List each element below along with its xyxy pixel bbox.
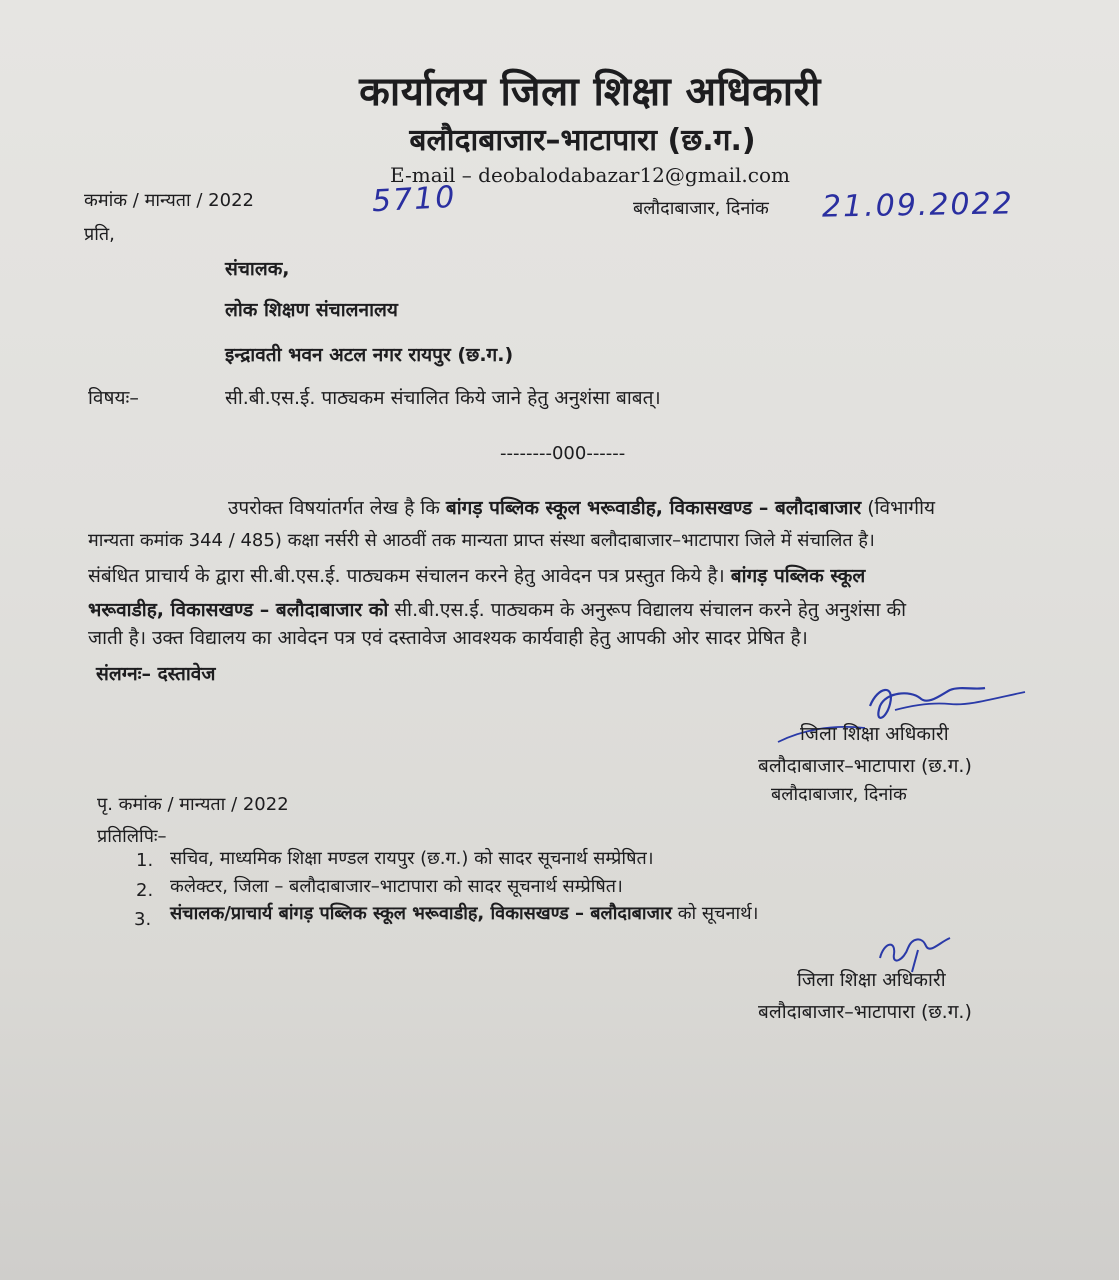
body-text: सी.बी.एस.ई. पाठ्यकम के अनुरूप विद्यालय संचालन करने हेतु अनुशंसा की	[388, 599, 906, 621]
prati-label: प्रति,	[84, 224, 115, 245]
copy-item-1-text: सचिव, माध्यमिक शिक्षा मण्डल रायपुर (छ.ग.) को सादर सूचनार्थ सम्प्रेषित।	[170, 848, 654, 869]
school-name: बांगड़ पब्लिक स्कूल भरूवाडीह, विकासखण्ड – बलौदाबाजार	[445, 497, 862, 519]
office-email: E-mail – deobalodabazar12@gmail.com	[390, 163, 790, 187]
copy-item-3-rest: को सूचनार्थ।	[671, 903, 759, 924]
body-line-1	[88, 494, 1118, 520]
body-line-2: मान्यता कमांक 344 / 485) कक्षा नर्सरी से आठवीं तक मान्यता प्राप्त संस्था बलौदाबाजार–भाटापारा जिले में संचालित है।	[88, 530, 875, 551]
school-name: भरूवाडीह, विकासखण्ड – बलौदाबाजार को	[88, 599, 389, 621]
subject-label: विषयः–	[88, 387, 139, 409]
signature-1-designation: जिला शिक्षा अधिकारी	[800, 723, 949, 745]
body-text: उपरोक्त विषयांतर्गत लेख है कि	[228, 497, 446, 519]
copy-item-2-text: कलेक्टर, जिला – बलौदाबाजार–भाटापारा को सादर सूचनार्थ सम्प्रेषित।	[170, 876, 623, 897]
office-title: कार्यालय जिला शिक्षा अधिकारी	[359, 69, 821, 115]
copy-item-2-number: 2.	[136, 880, 154, 901]
body-line-5: जाती है। उक्त विद्यालय का आवेदन पत्र एवं दस्तावेज आवश्यक कार्यवाही हेतु आपकी ओर सादर प्रेषित है।	[88, 627, 808, 649]
body-line-4	[88, 596, 1118, 622]
copy-item-1-number: 1.	[136, 850, 154, 871]
addressee-line-3: इन्द्रावती भवन अटल नगर रायपुर (छ.ग.)	[225, 344, 514, 366]
signature-2-place: बलौदाबाजार–भाटापारा (छ.ग.)	[758, 1001, 972, 1023]
copy-item-3-number: 3.	[134, 909, 152, 930]
copy-reference-number: पृ. कमांक / मान्यता / 2022	[97, 794, 289, 815]
office-location: बलौदाबाजार–भाटापारा (छ.ग.)	[409, 123, 756, 158]
copy-item-3-text	[170, 901, 758, 925]
handwritten-date: 21.09.2022	[821, 186, 1015, 225]
subject-text: सी.बी.एस.ई. पाठ्यकम संचालित किये जाने हेतु अनुशंसा बाबत्।	[225, 387, 661, 409]
addressee-line-2: लोक शिक्षण संचालनालय	[225, 299, 398, 321]
body-text: (विभागीय	[861, 497, 936, 519]
school-name: बांगड़ पब्लिक स्कूल	[730, 565, 866, 587]
copy-item-3-recipient: संचालक/प्राचार्य बांगड़ पब्लिक स्कूल भरूवाडीह, विकासखण्ड – बलौदाबाजार	[170, 903, 672, 924]
signature-1-place: बलौदाबाजार–भाटापारा (छ.ग.)	[758, 755, 972, 777]
handwritten-reference-number: 5710	[371, 179, 458, 220]
copy-heading: प्रतिलिपिः–	[97, 826, 167, 847]
reference-number-label: कमांक / मान्यता / 2022	[84, 190, 254, 211]
date-label: बलौदाबाजार, दिनांक	[633, 198, 769, 219]
divider: --------000------	[500, 443, 626, 464]
addressee-line-1: संचालक,	[225, 258, 290, 280]
copy-date-label: बलौदाबाजार, दिनांक	[771, 784, 907, 805]
body-text: संबंधित प्राचार्य के द्वारा सी.बी.एस.ई. पाठ्यकम संचालन करने हेतु आवेदन पत्र प्रस्तुत किये है।	[88, 565, 731, 587]
signature-2-designation: जिला शिक्षा अधिकारी	[797, 969, 946, 991]
body-line-3	[88, 562, 1118, 588]
enclosure: संलग्नः– दस्तावेज	[96, 663, 216, 685]
